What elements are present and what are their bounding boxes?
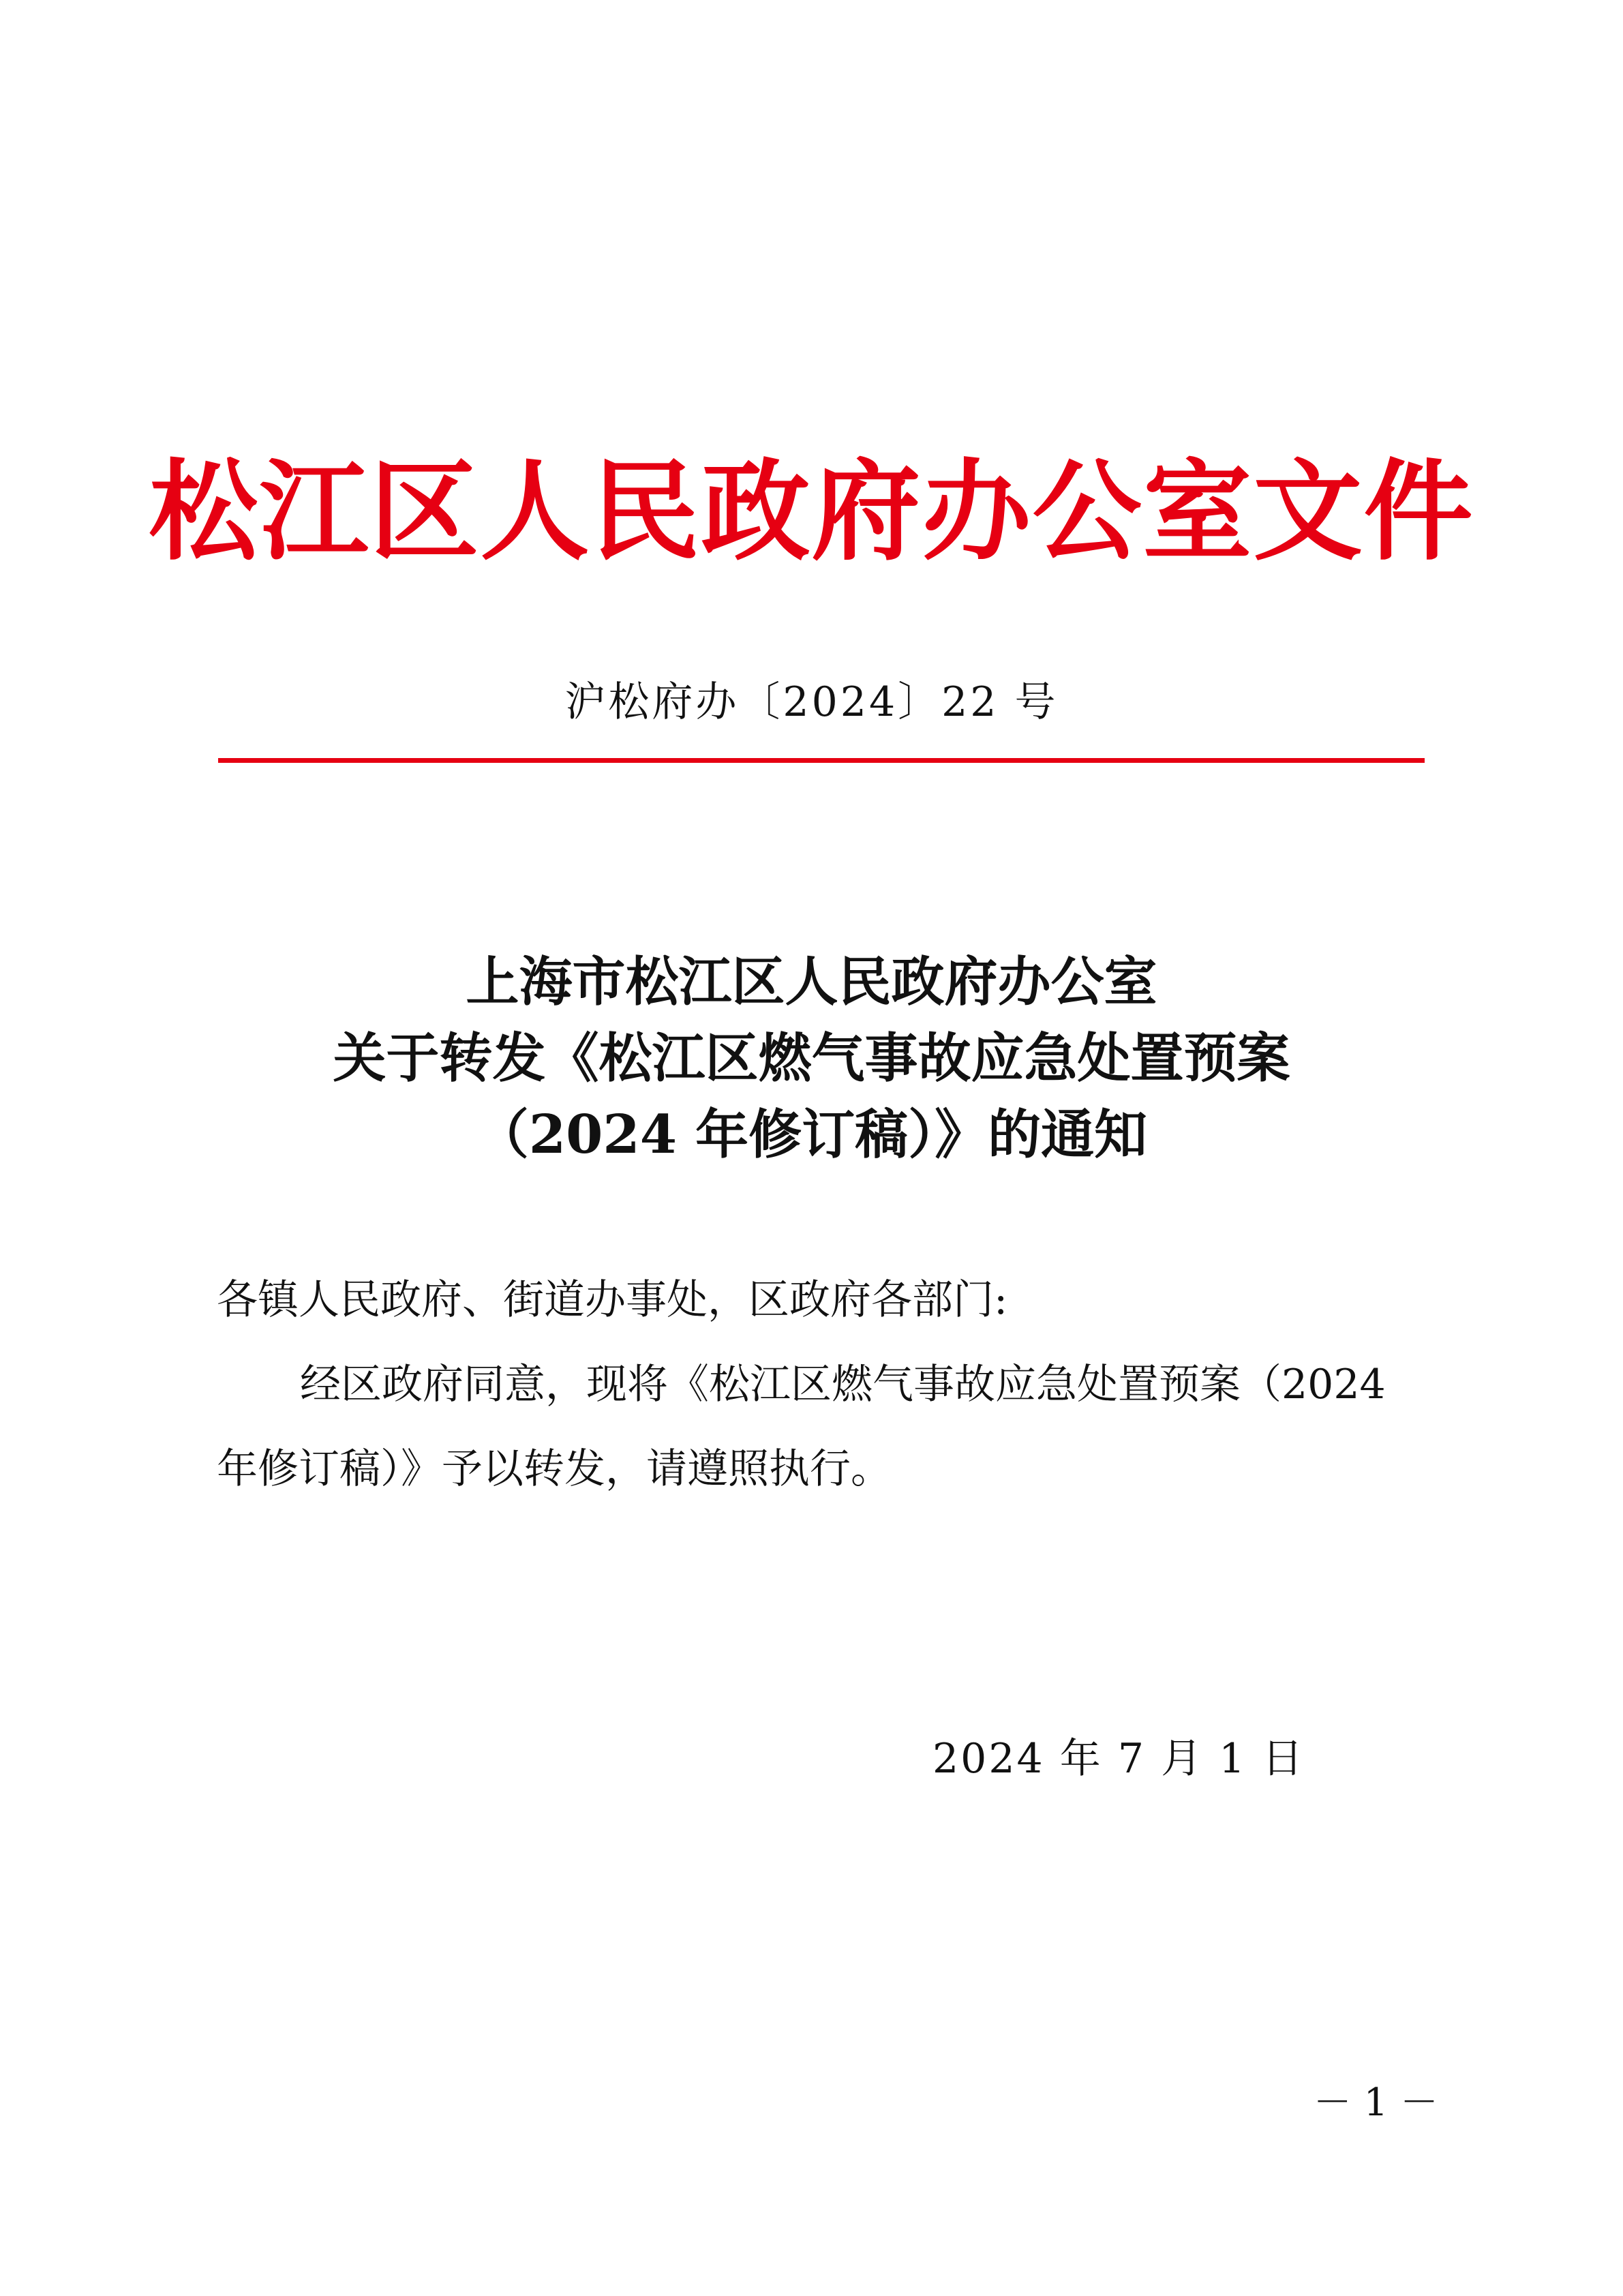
notice-title-line-2: 关于转发《松江区燃气事故应急处置预案 <box>333 1027 1290 1089</box>
notice-title-line-3: （2024 年修订稿）》的通知 <box>475 1104 1148 1166</box>
document-number: 沪松府办〔2024〕22 号 <box>564 678 1059 726</box>
document-header-title: 松江区人民政府办公室文件 <box>149 447 1474 575</box>
notice-title-line-1: 上海市松江区人民政府办公室 <box>466 951 1157 1013</box>
header-divider-rule <box>218 758 1425 763</box>
body-paragraph-line-1: 经区政府同意，现将《松江区燃气事故应急处置预案（2024 <box>300 1361 1386 1408</box>
page-number: － 1 － <box>1313 2081 1438 2125</box>
salutation-text: 各镇人民政府、街道办事处，区政府各部门: <box>217 1276 1008 1324</box>
body-paragraph-line-2: 年修订稿）》予以转发，请遵照执行。 <box>217 1445 892 1493</box>
notice-title <box>0 944 1623 1173</box>
issue-date: 2024 年 7 月 1 日 <box>932 1735 1305 1783</box>
